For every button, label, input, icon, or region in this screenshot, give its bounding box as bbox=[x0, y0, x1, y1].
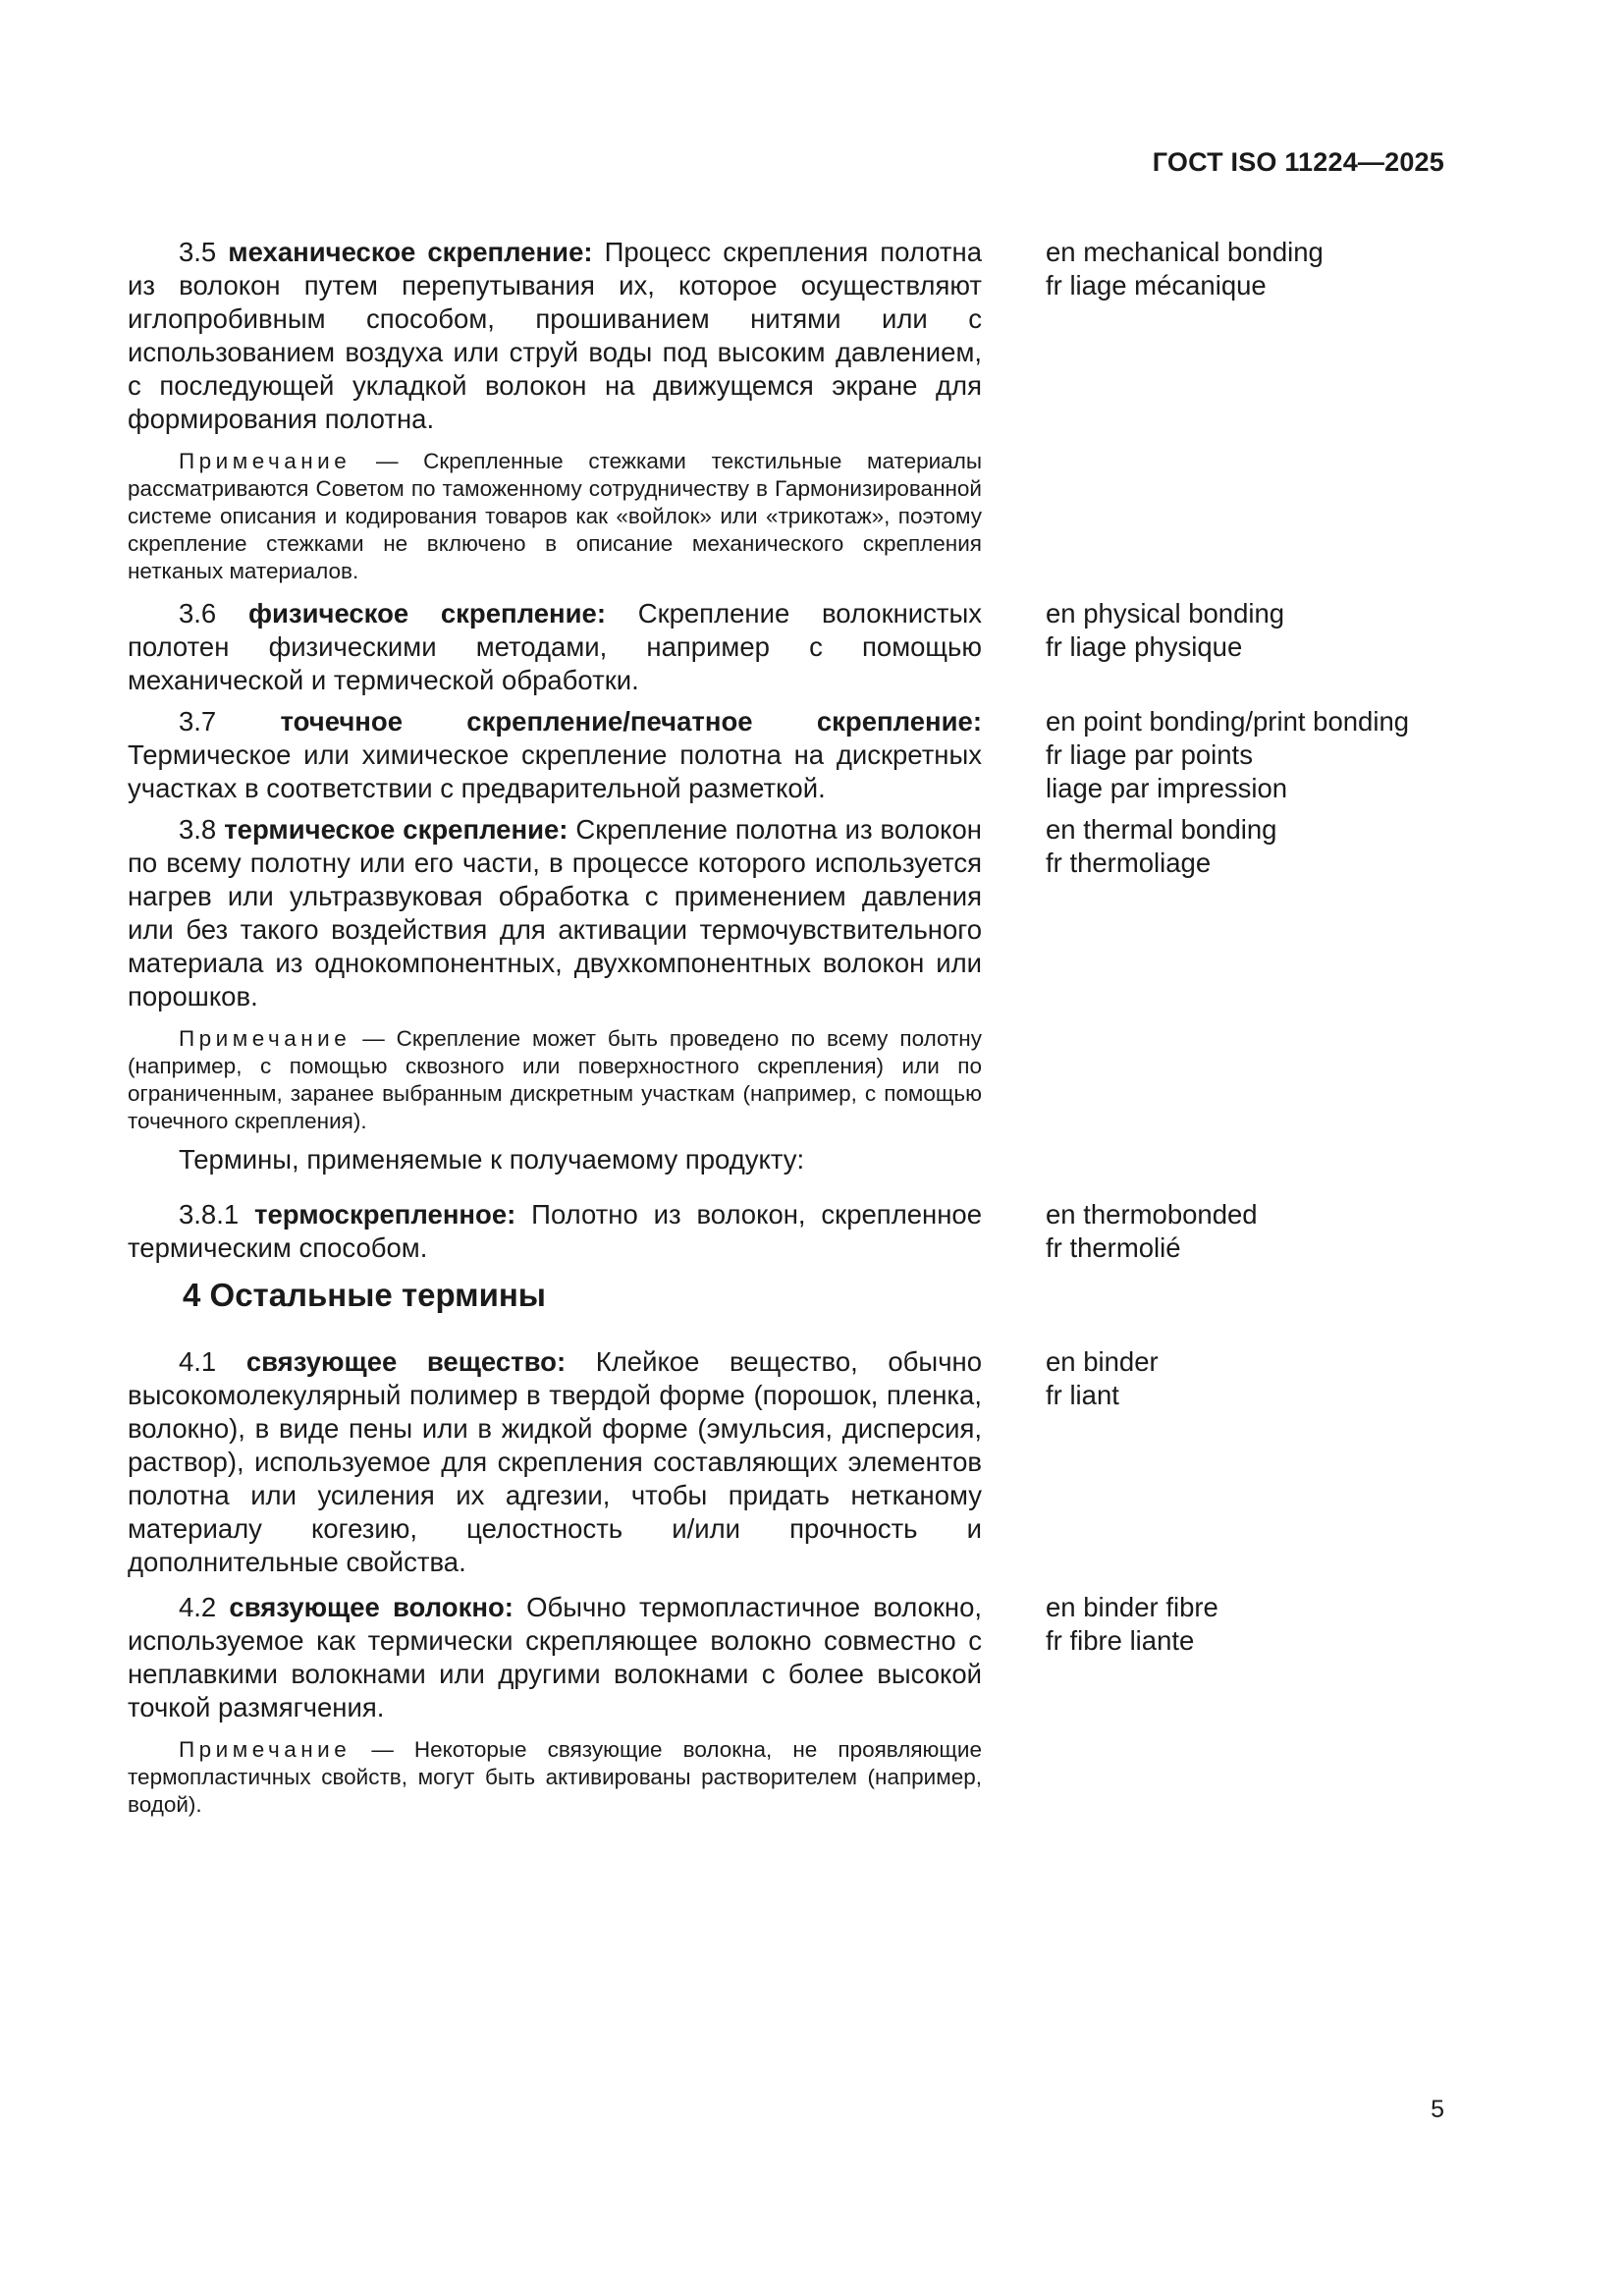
term-definition-column bbox=[128, 813, 982, 1135]
section-4-heading-row bbox=[128, 1277, 1453, 1314]
translation-fr: fr fibre liante bbox=[1046, 1625, 1195, 1656]
term-name: связующее вещество: bbox=[245, 1346, 567, 1377]
note-text: — Скрепление может быть проведено по всему полотну (например, с помощью сквозного или поверхностного скрепления) или по ограниченным, заранее выбранным дискретным участкам (например, с помощью точечного скрепления). bbox=[128, 1026, 982, 1133]
translation-en: en thermal bonding bbox=[1046, 814, 1277, 845]
term-name: термоскрепленное: bbox=[254, 1199, 516, 1230]
term-definition: Клейкое вещество, обычно высокомолекулярный полимер в твердой форме (порошок, пленка, волокно), в виде пены или в жидкой форме (эмульсия, дисперсия, раствор), используемое для скрепления составляющих элементов полотна или усиления их адгезии, чтобы придать нетканому материалу когезию, целостность и/или прочность и дополнительные свойства. bbox=[128, 1346, 983, 1577]
term-translations bbox=[1046, 597, 1453, 664]
terms-intro: Термины, применяемые к получаемому продукту: bbox=[179, 1144, 805, 1175]
term-note bbox=[128, 1025, 982, 1135]
term-definition-column bbox=[128, 1198, 982, 1265]
terms-intro-column bbox=[128, 1143, 982, 1176]
section-heading: 4 Остальные термины bbox=[183, 1277, 546, 1313]
term-number: 3.7 bbox=[179, 706, 217, 737]
note-label: Примечание bbox=[179, 1737, 352, 1762]
translation-fr: fr liant bbox=[1046, 1380, 1119, 1410]
term-translations bbox=[1046, 705, 1453, 805]
translation-en: en thermobonded bbox=[1046, 1199, 1258, 1230]
note-label: Примечание bbox=[179, 1026, 352, 1051]
term-number: 3.8.1 bbox=[179, 1199, 240, 1230]
term-name: термическое скрепление: bbox=[224, 814, 568, 845]
term-name: физическое скрепление: bbox=[247, 598, 606, 629]
term-definition: Процесс скрепления полотна из волокон путем перепутывания их, которое осуществляют иглопробивным способом, прошиванием нитями или с использованием воздуха или струй воды под высоким давлением, с последующей укладкой волокон на движущемся экране для формирования полотна. bbox=[128, 237, 982, 434]
term-paragraph bbox=[128, 1591, 982, 1724]
term-translations bbox=[1046, 1345, 1453, 1412]
term-entry-4-2 bbox=[128, 1591, 1453, 1819]
term-paragraph bbox=[128, 813, 982, 1013]
term-translations bbox=[1046, 1198, 1453, 1265]
term-definition-column bbox=[128, 705, 982, 805]
term-note bbox=[128, 448, 982, 585]
term-definition: Скрепление полотна из волокон по всему полотну или его части, в процессе которого используется нагрев или ультразвуковая обработка с применением давления или без такого воздействия для активации термочувствительного материала из однокомпонентных, двухкомпонентных волокон или порошков. bbox=[128, 814, 982, 1011]
term-number: 4.1 bbox=[179, 1346, 217, 1377]
note-text: — Некоторые связующие волокна, не проявляющие термопластичных свойств, могут быть активированы растворителем (например, водой). bbox=[128, 1737, 982, 1817]
translation-fr-alt: liage par impression bbox=[1046, 773, 1288, 803]
term-entry-3-6 bbox=[128, 597, 1453, 697]
term-entry-3-5 bbox=[128, 236, 1453, 585]
term-number: 4.2 bbox=[179, 1592, 217, 1622]
section-heading-column bbox=[128, 1277, 982, 1314]
translation-fr: fr liage mécanique bbox=[1046, 270, 1267, 301]
term-paragraph bbox=[128, 1345, 982, 1579]
translation-fr: fr liage par points bbox=[1046, 739, 1253, 770]
translation-en: en point bonding/print bonding bbox=[1046, 706, 1410, 737]
term-paragraph bbox=[128, 1198, 982, 1265]
term-definition-column bbox=[128, 236, 982, 585]
terms-intro-row bbox=[128, 1143, 1453, 1176]
term-definition-column bbox=[128, 1345, 982, 1579]
page-number: 5 bbox=[1431, 2096, 1444, 2123]
term-number: 3.6 bbox=[179, 598, 217, 629]
translation-en: en binder bbox=[1046, 1346, 1159, 1377]
translation-fr: fr thermoliage bbox=[1046, 847, 1212, 878]
term-entry-4-1 bbox=[128, 1345, 1453, 1579]
translation-fr: fr thermolié bbox=[1046, 1232, 1181, 1263]
term-name: механическое скрепление: bbox=[228, 237, 593, 267]
term-paragraph bbox=[128, 236, 982, 436]
term-name: точечное скрепление/печатное скрепление: bbox=[280, 706, 983, 737]
term-name: связующее волокно: bbox=[229, 1592, 514, 1622]
term-translations bbox=[1046, 1591, 1453, 1658]
term-definition: Полотно из волокон, скрепленное термическим способом. bbox=[128, 1199, 982, 1263]
term-entry-3-8 bbox=[128, 813, 1453, 1135]
note-label: Примечание bbox=[179, 449, 352, 473]
term-translations bbox=[1046, 236, 1453, 302]
document-body bbox=[128, 236, 1453, 1819]
translation-en: en physical bonding bbox=[1046, 598, 1285, 629]
document-designation: ГОСТ ISO 11224—2025 bbox=[1152, 147, 1444, 177]
term-number: 3.8 bbox=[179, 814, 217, 845]
translation-en: en mechanical bonding bbox=[1046, 237, 1324, 267]
term-translations bbox=[1046, 813, 1453, 880]
term-note bbox=[128, 1736, 982, 1819]
term-paragraph bbox=[128, 597, 982, 697]
term-number: 3.5 bbox=[179, 237, 217, 267]
term-definition: Скрепление волокнистых полотен физическими методами, например с помощью механической и термической обработки. bbox=[128, 598, 983, 695]
term-paragraph bbox=[128, 705, 982, 805]
term-definition-column bbox=[128, 597, 982, 697]
term-definition: Термическое или химическое скрепление полотна на дискретных участках в соответствии с предварительной разметкой. bbox=[128, 739, 982, 803]
term-definition-column bbox=[128, 1591, 982, 1819]
term-entry-3-7 bbox=[128, 705, 1453, 805]
translation-fr: fr liage physique bbox=[1046, 631, 1243, 662]
term-entry-3-8-1 bbox=[128, 1198, 1453, 1265]
term-definition: Обычно термопластичное волокно, используемое как термически скрепляющее волокно совместно с неплавкими волокнами или другими волокнами с более высокой точкой размягчения. bbox=[128, 1592, 983, 1722]
translation-en: en binder fibre bbox=[1046, 1592, 1218, 1622]
note-text: — Скрепленные стежками текстильные материалы рассматриваются Советом по таможенному сотрудничеству в Гармонизированной системе описания и кодирования товаров как «войлок» или «трикотаж», поэтому скрепление стежками не включено в описание механического скрепления нетканых материалов. bbox=[128, 449, 982, 583]
